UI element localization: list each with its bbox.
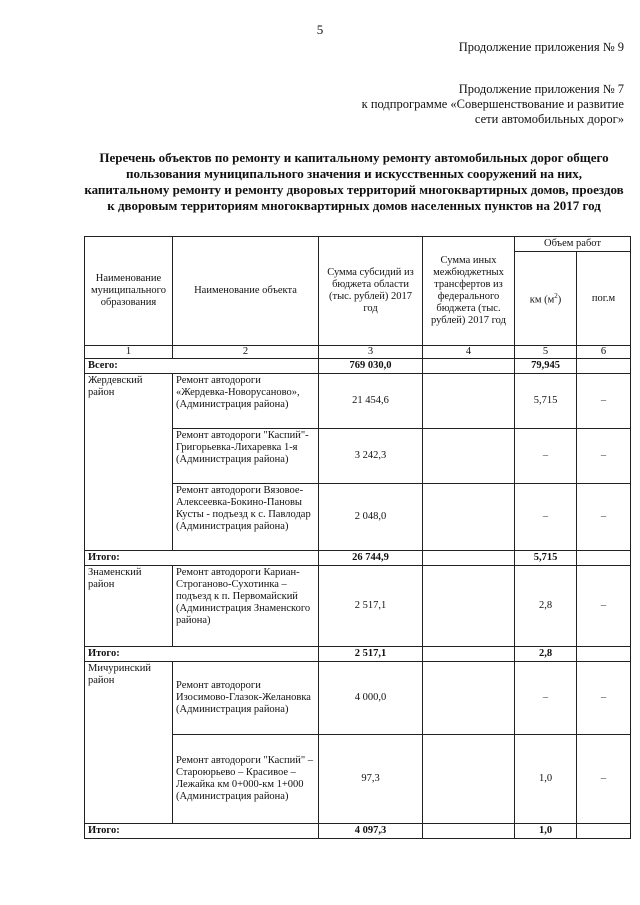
object-cell: Ремонт автодороги "Каспий"- Григорьевка-Лихаревка 1-я (Администрация района) (173, 429, 319, 484)
subtotal-subsidy: 2 517,1 (319, 647, 423, 662)
header-row (85, 237, 631, 252)
appendix-9-heading: Продолжение приложения № 9 (458, 40, 624, 54)
subtotal-row (85, 551, 631, 566)
subtotal-pogm (577, 647, 631, 662)
grand-total-volume: 79,945 (515, 359, 577, 374)
pogm-cell: – (577, 566, 631, 647)
subtotal-volume: 5,715 (515, 551, 577, 566)
document-title: Перечень объектов по ремонту и капитальному ремонту автомобильных дорог общего пользования муниципального значения и искусственных сооружений на них, капитальному ремонту и ремонту дворовых территорий многоквартирных домов, проездов к дворовым территориям многоквартирных домов населенных пунктов на 2017 год (84, 150, 624, 213)
subtotal-label: Итого: (85, 824, 319, 839)
grand-total-transfers (423, 359, 515, 374)
col-num-5: 5 (515, 346, 577, 359)
col-num-2: 2 (173, 346, 319, 359)
table-row (85, 374, 631, 429)
header-km-base: км (м (529, 294, 555, 306)
header-km (515, 252, 577, 346)
appendix-7-line3: сети автомобильных дорог» (474, 112, 624, 126)
header-pogm: пог.м (577, 252, 631, 346)
district-cell: Мичуринский район (85, 662, 173, 824)
col-num-4: 4 (423, 346, 515, 359)
transfers-cell (423, 735, 515, 824)
km-cell: 1,0 (515, 735, 577, 824)
km-cell: – (515, 484, 577, 551)
header-muni: Наименование муниципального образования (85, 237, 173, 346)
pogm-cell: – (577, 484, 631, 551)
page-number: 5 (316, 22, 324, 37)
transfers-cell (423, 374, 515, 429)
subsidy-cell: 2 048,0 (319, 484, 423, 551)
object-cell: Ремонт автодороги "Каспий" – Староюрьево – Красивое – Лежайка км 0+000-км 1+000 (Администрация района) (173, 735, 319, 824)
district-cell: Знаменский район (85, 566, 173, 647)
subtotal-row (85, 647, 631, 662)
transfers-cell (423, 429, 515, 484)
subtotal-volume: 1,0 (515, 824, 577, 839)
col-num-1: 1 (85, 346, 173, 359)
header-volume: Объем работ (515, 237, 631, 252)
header-subsidy: Сумма субсидий из бюджета области (тыс. рублей) 2017 год (319, 237, 423, 346)
subtotal-subsidy: 26 744,9 (319, 551, 423, 566)
subtotal-subsidy: 4 097,3 (319, 824, 423, 839)
object-cell: Ремонт автодороги «Жердевка-Новорусаново», (Администрация района) (173, 374, 319, 429)
subsidy-cell: 2 517,1 (319, 566, 423, 647)
subsidy-cell: 97,3 (319, 735, 423, 824)
appendix-7-line2: к подпрограмме «Совершенствование и развитие (361, 97, 624, 111)
km-cell: 5,715 (515, 374, 577, 429)
column-number-row (85, 346, 631, 359)
district-cell: Жердевский район (85, 374, 173, 551)
grand-total-subsidy: 769 030,0 (319, 359, 423, 374)
header-object: Наименование объекта (173, 237, 319, 346)
km-cell: 2,8 (515, 566, 577, 647)
table-row (85, 566, 631, 647)
pogm-cell: – (577, 662, 631, 735)
grand-total-pogm (577, 359, 631, 374)
subsidy-cell: 4 000,0 (319, 662, 423, 735)
object-cell: Ремонт автодороги Кариан-Строганово-Сухотинка – подъезд к п. Первомайский (Администрация Знаменского района) (173, 566, 319, 647)
appendix-7-line1: Продолжение приложения № 7 (458, 82, 624, 96)
subsidy-cell: 21 454,6 (319, 374, 423, 429)
subtotal-pogm (577, 824, 631, 839)
km-cell: – (515, 662, 577, 735)
subtotal-label: Итого: (85, 551, 319, 566)
object-cell: Ремонт автодороги Вязовое- Алексеевка-Бокино-Пановы Кусты - подъезд к с. Павлодар (Администрация района) (173, 484, 319, 551)
objects-table (84, 236, 631, 839)
transfers-cell (423, 566, 515, 647)
col-num-6: 6 (577, 346, 631, 359)
header-km-tail: ) (557, 294, 562, 306)
col-num-3: 3 (319, 346, 423, 359)
header-transfers: Сумма иных межбюджетных трансфертов из федерального бюджета (тыс. рублей) 2017 год (423, 237, 515, 346)
subtotal-row (85, 824, 631, 839)
appendix-7-heading (362, 82, 624, 127)
grand-total-label: Всего: (85, 359, 319, 374)
table-row (85, 662, 631, 735)
header-km-sup: 2 (554, 292, 558, 301)
subtotal-transfers (423, 647, 515, 662)
transfers-cell (423, 484, 515, 551)
subtotal-transfers (423, 824, 515, 839)
subtotal-label: Итого: (85, 647, 319, 662)
subsidy-cell: 3 242,3 (319, 429, 423, 484)
transfers-cell (423, 662, 515, 735)
pogm-cell: – (577, 735, 631, 824)
subtotal-pogm (577, 551, 631, 566)
subtotal-volume: 2,8 (515, 647, 577, 662)
pogm-cell: – (577, 429, 631, 484)
grand-total-row (85, 359, 631, 374)
km-cell: – (515, 429, 577, 484)
pogm-cell: – (577, 374, 631, 429)
object-cell: Ремонт автодороги Изосимово-Глазок-Желановка (Администрация района) (173, 662, 319, 735)
subtotal-transfers (423, 551, 515, 566)
